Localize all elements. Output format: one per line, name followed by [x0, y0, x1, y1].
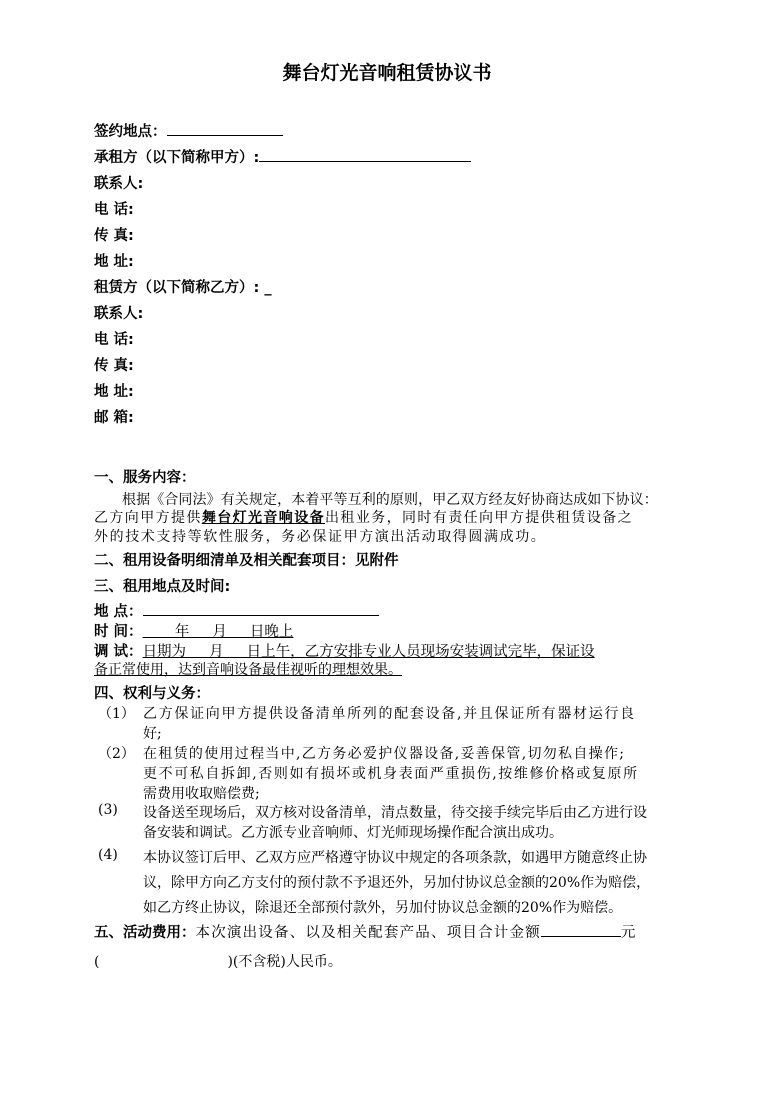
b-phone-label: 电 话: — [94, 332, 134, 348]
item4-line1: 本协议签订后甲、乙双方应严格遵守协议中规定的各项条款，如遇甲方随意终止协 — [143, 850, 647, 866]
sign-place-blank[interactable] — [167, 121, 283, 136]
section1-para3: 外的技术支持等软性服务，务必保证甲方演出活动取得圆满成功。 — [94, 529, 547, 545]
b-contact-label: 联系人: — [94, 306, 144, 322]
section5-row — [94, 921, 635, 942]
debug-line2: 备正常使用，达到音响设备最佳视听的理想效果。 — [94, 662, 402, 678]
sign-place-row — [94, 120, 283, 141]
section1-para2-a: 乙方向甲方提供 — [94, 510, 202, 526]
lessee-blank[interactable] — [259, 147, 471, 162]
amount-tax-note: )(不含税)人民币。 — [227, 954, 342, 970]
section5-text: 本次演出设备、以及相关配套产品、项目合计金额 — [195, 925, 541, 941]
b-email-label: 邮 箱: — [94, 410, 134, 426]
item2-line1: 在租赁的使用过程当中,乙方务必爱护仪器设备,妥善保管,切勿私自操作; — [143, 746, 626, 762]
item1-line2: 好; — [143, 726, 162, 742]
currency-unit: 元 — [620, 925, 636, 941]
page-title: 舞台灯光音响租赁协议书 — [282, 62, 492, 84]
place-row — [94, 600, 379, 621]
a-contact-label: 联系人: — [94, 176, 144, 192]
item4-line3: 如乙方终止协议，除退还全部预付款外，另加付协议总金额的20%作为赔偿。 — [143, 900, 623, 916]
lessee-row — [94, 146, 471, 167]
debug-line1: 日期为 月 日上午，乙方安排专业人员现场安装调试完毕，保证设 — [142, 644, 595, 660]
sign-place-label: 签约地点： — [94, 124, 167, 140]
item4-line2: 议，除甲方向乙方支付的预付款不予退还外，另加付协议总金额的20%作为赔偿， — [143, 875, 651, 891]
b-address-label: 地 址: — [94, 384, 134, 400]
amount-open-paren: ( — [94, 954, 100, 970]
item3-line2: 备安装和调试。乙方派专业音响师、灯光师现场操作配合演出成功。 — [143, 825, 563, 841]
section1-heading: 一、服务内容： — [94, 470, 196, 486]
section2-heading: 二、租用设备明细清单及相关配套项目：见附件 — [94, 553, 399, 569]
section1-para2-c: 出租业务，同时有责任向甲方提供租赁设备之 — [325, 510, 634, 526]
a-phone-label: 电 话: — [94, 202, 134, 218]
section1-equipment-name: 舞台灯光音响设备 — [201, 510, 326, 526]
section1-para2 — [94, 507, 633, 527]
item1-number: （1） — [98, 706, 135, 722]
item4-number: (4) — [98, 847, 118, 863]
amount-blank[interactable] — [541, 922, 621, 937]
item1-line1: 乙方保证向甲方提供设备清单所列的配套设备,并且保证所有器材运行良 — [143, 706, 636, 722]
time-row — [94, 620, 293, 641]
section4-heading: 四、权利与义务： — [94, 686, 210, 702]
place-label: 地 点： — [94, 604, 143, 620]
lessor-label: 租赁方（以下简称乙方）: _ — [94, 280, 272, 296]
time-value: 年 月 日晚上 — [142, 624, 294, 640]
item2-line2: 更不可私自拆卸,否则如有损坏或机身表面严重损伤,按维修价格或复原所 — [143, 766, 639, 782]
a-fax-label: 传 真: — [94, 228, 134, 244]
lessee-label: 承租方（以下简称甲方）: — [94, 150, 260, 166]
b-fax-label: 传 真: — [94, 358, 134, 374]
time-label: 时 间： — [94, 624, 143, 640]
place-blank[interactable] — [143, 601, 379, 616]
item3-line1: 设备送至现场后，双方核对设备清单，清点数量，待交接手续完毕后由乙方进行设 — [143, 805, 647, 821]
section3-heading: 三、租用地点及时间: — [94, 579, 231, 595]
item2-number: （2） — [98, 746, 135, 762]
section1-para1: 根据《合同法》有关规定，本着平等互利的原则，甲乙双方经友好协商达成如下协议： — [122, 492, 658, 508]
debug-row — [94, 640, 595, 661]
section5-heading: 五、活动费用： — [94, 925, 196, 941]
debug-label: 调 试： — [94, 644, 143, 660]
item3-number: (3) — [98, 802, 118, 818]
item2-line3: 需费用收取赔偿费; — [143, 786, 260, 802]
a-address-label: 地 址: — [94, 254, 134, 270]
section5-line2 — [94, 951, 342, 971]
